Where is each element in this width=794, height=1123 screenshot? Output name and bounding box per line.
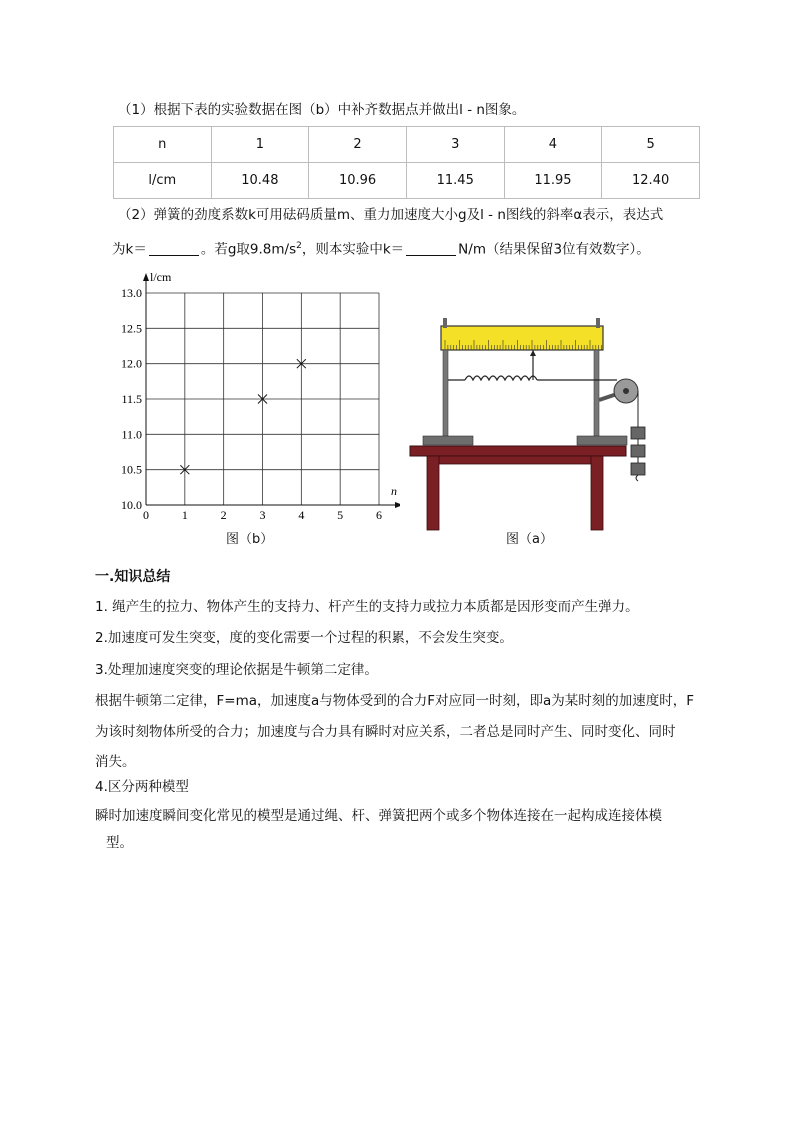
summary-paragraph-line-1: 根据牛顿第二定律，F=ma，加速度a与物体受到的合力F对应同一时刻，即a为某时刻的加速度时，F: [95, 693, 695, 709]
question-part2-line1: （2）弹簧的劲度系数k可用砝码质量m、重力加速度大小g及l - n图线的斜率α表示，表达式: [118, 207, 664, 223]
table-cell: 3: [406, 127, 504, 163]
superscript: 2: [296, 241, 302, 251]
table-cell: 2: [309, 127, 407, 163]
x-tick-label: 0: [143, 508, 149, 522]
y-axis-label: l/cm: [150, 270, 172, 284]
table-cell: 12.40: [602, 163, 700, 199]
y-axis-arrow: [143, 273, 149, 281]
y-tick-label: 12.0: [121, 356, 142, 371]
y-tick-label: 12.5: [121, 321, 142, 336]
table-cell: 11.95: [504, 163, 602, 199]
summary-paragraph-line-2: 为该时刻物体所受的合力；加速度与合力具有瞬时对应关系，二者总是同时产生、同时变化、同时: [95, 724, 676, 740]
y-tick-label: 10.0: [121, 498, 142, 512]
table-row: [114, 127, 700, 163]
tick-labels: [121, 286, 382, 522]
table-cell: 5: [602, 127, 700, 163]
y-tick-label: 11.0: [121, 427, 142, 442]
table-cell: 10.48: [211, 163, 309, 199]
post-cap: [596, 318, 600, 328]
right-base: [577, 436, 627, 445]
y-tick-label: 11.5: [121, 392, 142, 406]
caption-figure-a: 图（a）: [506, 532, 553, 547]
x-tick-label: 2: [220, 508, 227, 522]
right-stand: [594, 350, 599, 436]
y-tick-label: 13.0: [121, 286, 142, 300]
answer-blank-1[interactable]: [149, 241, 199, 256]
caption-figure-b: 图（b）: [226, 532, 274, 547]
table-row: [114, 163, 700, 199]
x-tick-label: 4: [298, 508, 305, 522]
table-cell: 11.45: [406, 163, 504, 199]
summary-last-line-2: 型。: [106, 835, 133, 851]
table-cell: 4: [504, 127, 602, 163]
table-furniture: [410, 446, 626, 530]
text-segment: ，则本实验中k＝: [301, 241, 405, 258]
summary-last-line-1: 瞬时加速度瞬间变化常见的模型是通过绳、杆、弹簧把两个或多个物体连接在一起构成连接体模: [95, 808, 662, 824]
question-part2-line2: [112, 237, 650, 259]
question-part1: （1）根据下表的实验数据在图（b）中补齐数据点并做出l - n图象。: [118, 102, 526, 118]
answer-blank-2[interactable]: [406, 241, 456, 256]
summary-item-4: 4.区分两种模型: [95, 779, 189, 795]
x-axis-label: n: [391, 484, 397, 498]
table-cell: 1: [211, 127, 309, 163]
post-cap: [443, 318, 447, 328]
x-tick-label: 1: [181, 508, 188, 522]
summary-paragraph-line-3: 消失。: [95, 754, 136, 770]
text-segment: 为k＝: [112, 241, 147, 258]
left-stand: [443, 350, 448, 436]
spring: [465, 376, 537, 380]
text-segment: N/m（结果保留3位有效数字）。: [458, 241, 650, 258]
x-tick-label: 5: [337, 508, 344, 522]
ruler: [441, 326, 603, 350]
summary-item-2: 2.加速度可发生突变，度的变化需要一个过程的积累，不会发生突变。: [95, 630, 513, 646]
section-heading: 一.知识总结: [95, 569, 171, 585]
summary-item-3: 3.处理加速度突变的理论依据是牛顿第二定律。: [95, 662, 378, 678]
table-cell: 10.96: [309, 163, 407, 199]
data-points: [180, 359, 305, 474]
table-cell-header-l: l/cm: [114, 163, 212, 199]
data-table: [113, 126, 700, 199]
y-tick-label: 10.5: [121, 462, 142, 477]
weights: [631, 427, 645, 481]
left-base: [423, 436, 473, 445]
table-cell-header-n: n: [114, 127, 212, 163]
x-axis-arrow: [395, 502, 400, 508]
text-segment: 。若g取9.8m/s: [200, 241, 297, 258]
x-tick-label: 3: [259, 508, 266, 522]
summary-item-1: 1. 绳产生的拉力、物体产生的支持力、杆产生的支持力或拉力本质都是因形变而产生弹力。: [95, 599, 639, 615]
x-tick-label: 6: [376, 508, 382, 522]
chart-b: [100, 268, 400, 523]
apparatus-figure-a: [405, 312, 655, 532]
